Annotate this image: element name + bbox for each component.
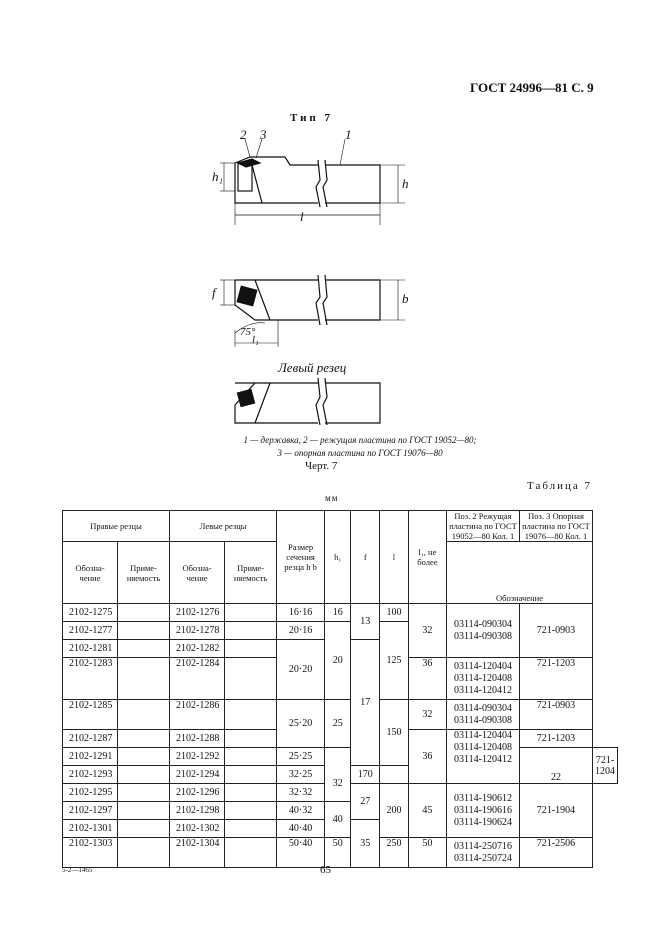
header-right-applicability: Приме-няемость (118, 542, 170, 604)
footer-code: 5-2—1465 (62, 866, 93, 874)
caption-line-2: 3 — опорная пластина по ГОСТ 19076—80 (277, 448, 443, 458)
label-h1: h₁ (212, 169, 224, 184)
header-f: f (351, 511, 380, 604)
page-number: 65 (320, 864, 331, 876)
header-h1: h₁ (325, 511, 351, 604)
figure-type-label: Тип 7 (290, 112, 333, 124)
figure-caption (160, 434, 560, 460)
table-row: 2102-1303 2102-1304 50·40 50 250 50 03114-250716 03114-250724 721-2506 (63, 838, 618, 868)
label-h: h (402, 176, 409, 191)
header-right-cutters: Правые резцы (63, 511, 170, 542)
header-designation-sub: Обозначение (446, 542, 592, 604)
side-view (220, 139, 405, 225)
table-row: 2102-1277 2102-1278 20·16 20 125 (63, 622, 618, 640)
header-left-designation: Обозна-чение (170, 542, 225, 604)
label-left-cutter: Левый резец (278, 360, 347, 375)
label-1: 1 (345, 127, 352, 142)
label-angle: 75° (240, 326, 256, 338)
table-units: мм (325, 493, 339, 503)
header-section: Размер сечения резца h b (277, 511, 325, 604)
table-row: 2102-1281 2102-1282 20·20 17 (63, 640, 618, 658)
label-l: l (300, 209, 304, 224)
cutter-drawing (190, 125, 430, 425)
page-header-title: ГОСТ 24996—81 С. 9 (470, 80, 594, 95)
spec-table (62, 510, 618, 868)
header-pos3: Поз. 3 Опорная пластина по ГОСТ 19076—80 Кол. 1 (519, 511, 592, 542)
caption-line-1: 1 — державка, 2 — режущая пластина по ГОСТ 19052—80; (243, 435, 477, 445)
label-b: b (402, 291, 409, 306)
header-pos2: Поз. 2 Режущая пластина по ГОСТ 19052—80 Кол. 1 (446, 511, 519, 542)
table-row: 2102-1301 2102-1302 40·40 35 (63, 820, 618, 838)
left-cutter-view (235, 378, 380, 425)
figure-label: Черт. 7 (305, 460, 338, 472)
header-left-applicability: Приме-няемость (225, 542, 277, 604)
table-label: Таблица 7 (527, 480, 593, 492)
table-row: 2102-1291 2102-1292 25·25 22 721-1204 (63, 748, 618, 766)
header-right-designation: Обозна-чение (63, 542, 118, 604)
table-row: 2102-1287 2102-1288 36 03114-120404 03114-120408 03114-120412 721-1203 (63, 730, 618, 748)
table-row: 2102-1285 2102-1286 25·20 25 150 32 03114-090304 03114-090308 721-0903 (63, 700, 618, 730)
header-left-cutters: Левые резцы (170, 511, 277, 542)
table-row: 2102-1275 2102-1276 16·16 16 13 100 32 03114-090304 03114-090308 721-0903 (63, 604, 618, 622)
label-f: f (212, 285, 216, 300)
label-3: 3 (260, 127, 267, 142)
table-row: 2102-1283 2102-1284 36 03114-120404 03114-120408 03114-120412 721-1203 (63, 658, 618, 700)
label-2: 2 (240, 127, 247, 142)
header-l: l (380, 511, 409, 604)
label-l1: l₁ (252, 334, 259, 346)
table-row: 2102-1297 2102-1298 40·32 40 (63, 802, 618, 820)
table-row: 2102-1295 2102-1296 32·32 27 200 45 03114-190612 03114-190616 03114-190624 721-1904 (63, 784, 618, 802)
table-row: 2102-1293 2102-1294 32·25 32 170 (63, 766, 618, 784)
header-l1: l₁, не более (408, 511, 446, 604)
